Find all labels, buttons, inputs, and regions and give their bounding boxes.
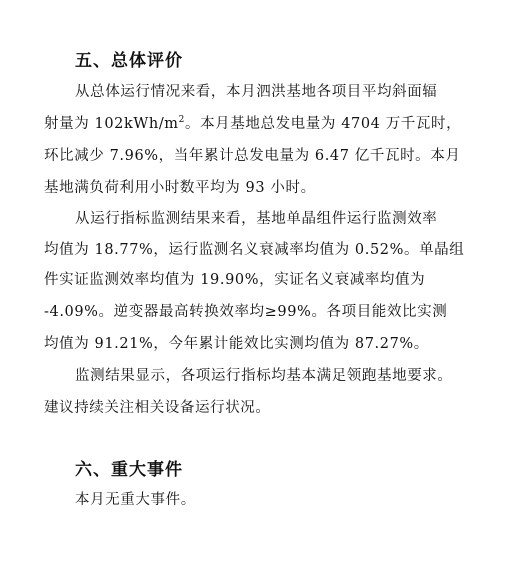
- text-run: 射量为 102kWh/m: [44, 116, 179, 132]
- text-run: 。本月基地总发电量为 4704 万千瓦时，: [184, 116, 462, 132]
- paragraph-line: 均值为 91.21%，今年累计能效比实测均值为 87.27%。: [44, 336, 429, 352]
- paragraph-line: -4.09%。逆变器最高转换效率均≥99%。各项目能效比实测: [44, 304, 448, 320]
- paragraph-line: 建议持续关注相关设备运行状况。: [44, 400, 271, 416]
- paragraph-line: 本月无重大事件。: [75, 492, 196, 508]
- section-heading-major-events: 六、重大事件: [75, 460, 183, 480]
- paragraph-line: 件实证监测效率均值为 19.90%，实证名义衰减率均值为: [44, 272, 426, 288]
- paragraph-line: 从运行指标监测结果来看，基地单晶组件运行监测效率: [75, 211, 438, 227]
- paragraph-line: 均值为 18.77%，运行监测名义衰减率均值为 0.52%。单晶组: [44, 242, 465, 258]
- superscript: 2: [178, 115, 185, 126]
- paragraph-line: 基地满负荷利用小时数平均为 93 小时。: [44, 180, 316, 196]
- paragraph-line: 监测结果显示，各项运行指标均基本满足领跑基地要求。: [75, 368, 453, 384]
- paragraph-line: 从总体运行情况来看，本月泗洪基地各项目平均斜面辐: [75, 84, 438, 100]
- section-heading-overall-evaluation: 五、总体评价: [75, 51, 183, 71]
- paragraph-line: 环比减少 7.96%，当年累计总发电量为 6.47 亿千瓦时。本月: [44, 148, 461, 164]
- paragraph-line: [44, 112, 461, 133]
